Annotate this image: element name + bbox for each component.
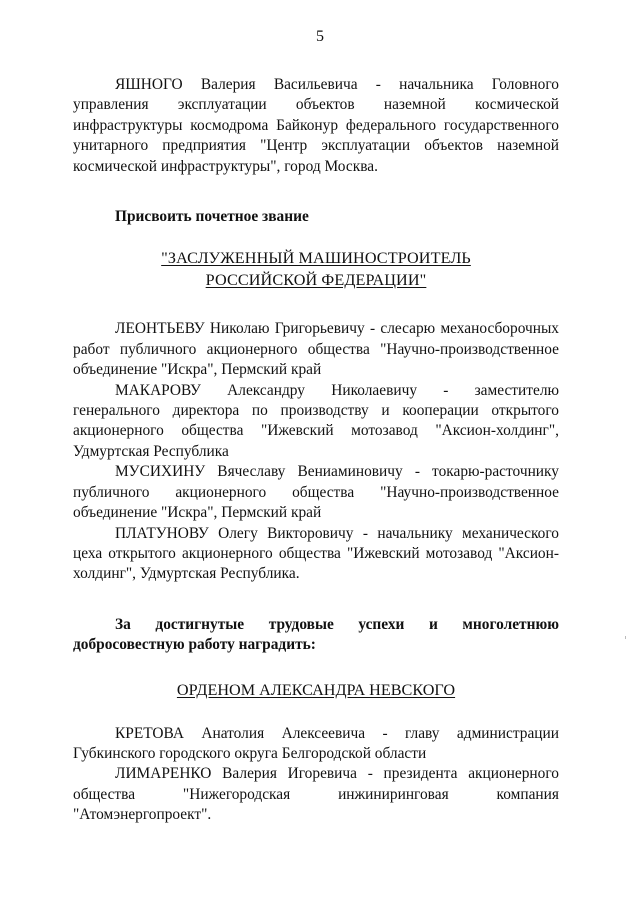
honorary-title bbox=[73, 247, 559, 291]
recipient-paragraph: КРЕТОВА Анатолия Алексеевича - главу администрации Губкинского городского округа Белгородской области bbox=[73, 724, 559, 762]
honorary-title-line-2: РОССИЙСКОЙ ФЕДЕРАЦИИ" bbox=[205, 271, 427, 290]
document-body bbox=[73, 75, 559, 826]
intro-paragraph: ЯШНОГО Валерия Васильевича - начальника Головного управления эксплуатации объектов наземной космической инфраструктуры космодрома Байконур федерального государственного унитарного предприятия "Центр эксплуатации объектов наземной космической инфраструктуры", город Москва. bbox=[73, 76, 559, 175]
recipient-paragraph: МАКАРОВУ Александру Николаевичу - заместителю генерального директора по производству и кооперации открытого акционерного общества "Ижевский мотозавод "Аксион-холдинг", Удмуртская Республика bbox=[73, 381, 559, 460]
margin-mark bbox=[625, 636, 626, 639]
order-recipients bbox=[73, 724, 559, 826]
honorary-title-line-1: "ЗАСЛУЖЕННЫЙ МАШИНОСТРОИТЕЛЬ bbox=[161, 249, 471, 268]
recipient-paragraph: ПЛАТУНОВУ Олегу Викторовичу - начальнику механического цеха открытого акционерного общества "Ижевский мотозавод "Аксион-холдинг", Удмуртская Республика. bbox=[73, 524, 559, 583]
page-number: 5 bbox=[316, 28, 324, 45]
recipient-paragraph: ЛЕОНТЬЕВУ Николаю Григорьевичу - слесарю механосборочных работ публичного акционерного общества "Научно-производственное объединение "Искра", Пермский край bbox=[73, 320, 559, 379]
honorary-title-recipients bbox=[73, 319, 559, 584]
award-intro: За достигнутые трудовые успехи и многолетнюю добросовестную работу наградить: bbox=[73, 615, 559, 654]
recipient-paragraph: ЛИМАРЕНКО Валерия Игоревича - президента акционерного общества "Нижегородская инжиниринговая компания "Атомэнергопроект". bbox=[73, 765, 559, 824]
recipient-paragraph: МУСИХИНУ Вячеславу Вениаминовичу - токарю-расточнику публичного акционерного общества "Научно-производственное объединение "Искра", Пермский край bbox=[73, 463, 559, 522]
order-title bbox=[73, 679, 559, 701]
order-title-text: ОРДЕНОМ АЛЕКСАНДРА НЕВСКОГО bbox=[176, 680, 456, 699]
assign-heading: Присвоить почетное звание bbox=[115, 208, 309, 226]
